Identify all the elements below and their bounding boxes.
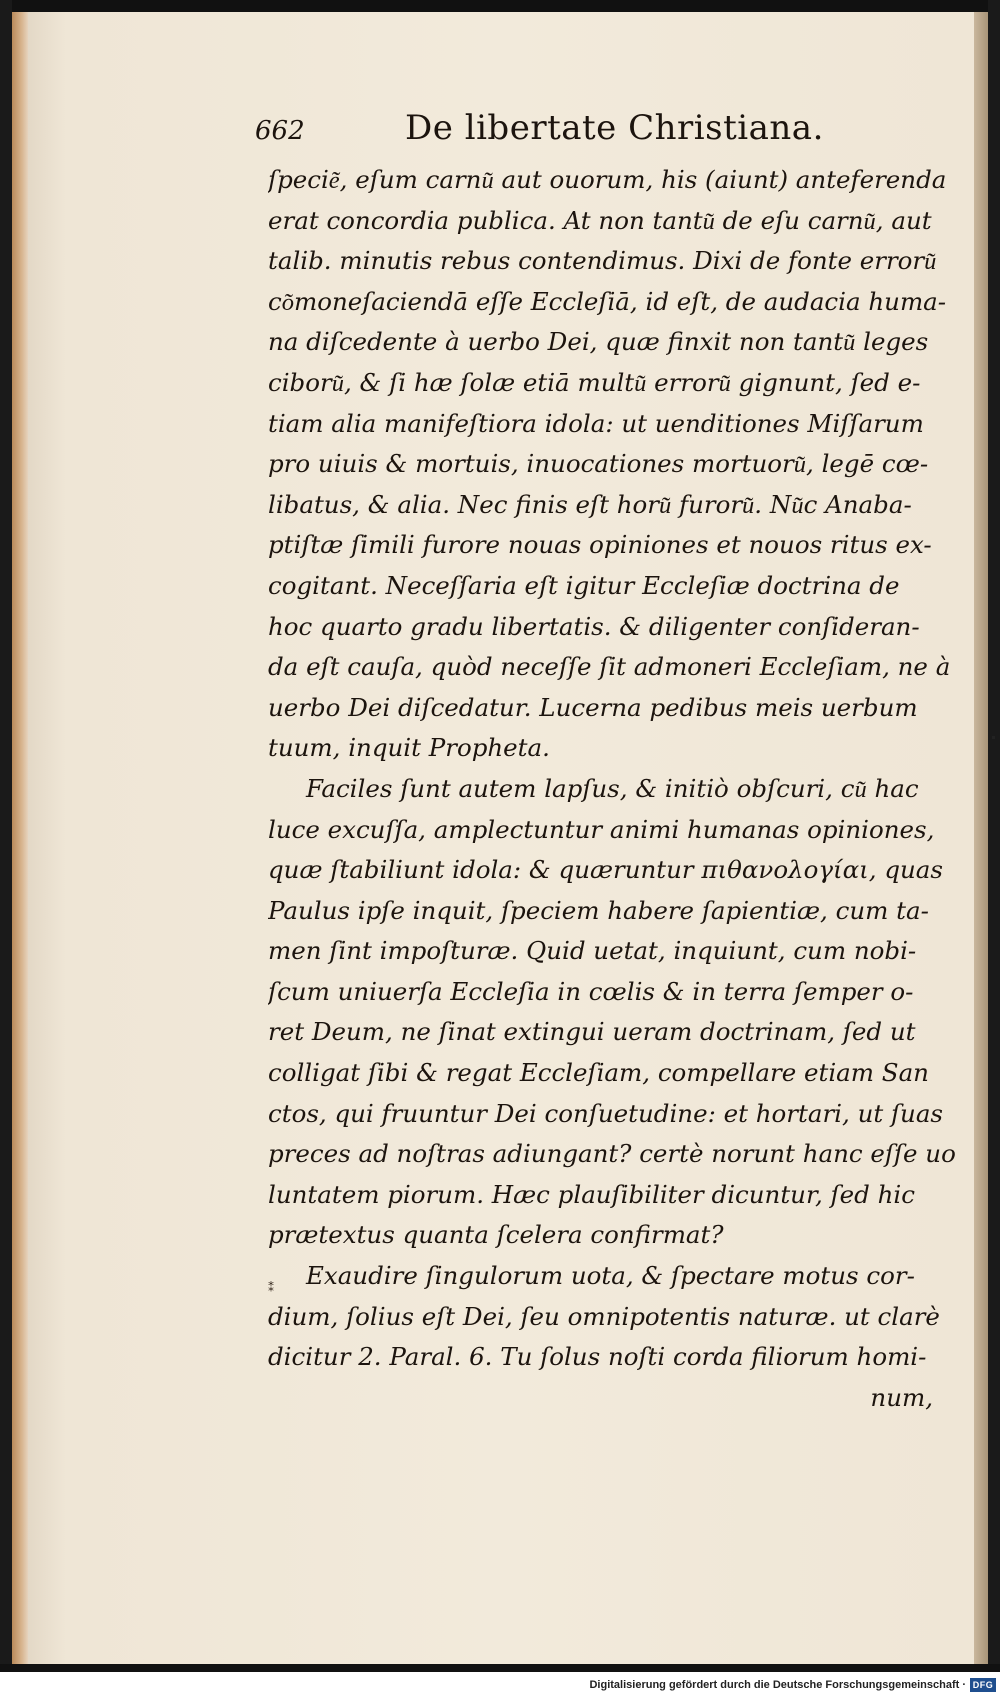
- text-line: ctos, qui fruuntur Dei conſuetudine: et hortari, ut ſuas: [268, 1098, 944, 1128]
- text-line: preces ad noſtras adiungant? certè norunt hanc eſſe uo: [268, 1139, 956, 1169]
- running-title: De libertate Christiana.: [405, 108, 824, 148]
- text-line: uerbo Dei diſcedatur. Lucerna pedibus meis uerbum: [268, 692, 918, 722]
- text-line: Paulus ipſe inquit, ſpeciem habere ſapientiæ, cum ta-: [268, 895, 929, 925]
- text-line: ſpecie͂, eſum carnu͂ aut ouorum, his (aiunt) anteferenda: [268, 165, 947, 194]
- scan-frame-left: [0, 0, 12, 1672]
- text-line: tuum, inquit Propheta.: [268, 733, 550, 763]
- text-line: ſcum uniuerſa Eccleſia in cœlis & in terra ſemper o-: [268, 976, 914, 1006]
- text-line: cogitant. Neceſſaria eſt igitur Eccleſiæ doctrina de: [268, 570, 900, 600]
- dfg-logo: DFG: [970, 1678, 996, 1692]
- text-line: dicitur 2. Paral. 6. Tu ſolus noſti corda filiorum homi-: [268, 1342, 927, 1372]
- text-line: na diſcedente à uerbo Dei, quæ finxit non tantu͂ leges: [268, 327, 929, 357]
- text-line: luce excuſſa, amplectuntur animi humanas opiniones,: [268, 814, 935, 844]
- text-line: quæ ſtabiliunt idola: & quæruntur πιθανολογίαι, quas: [268, 855, 943, 885]
- scan-frame-top: [0, 0, 1000, 12]
- text-line: erat concordia publica. At non tantu͂ de eſu carnu͂, aut: [268, 205, 932, 235]
- text-line: prætextus quanta ſcelera confirmat?: [268, 1220, 724, 1250]
- footer-bar: [0, 1674, 1000, 1699]
- margin-tick: [992, 736, 995, 739]
- page-number: 662: [255, 116, 305, 146]
- catchword: num,: [870, 1382, 933, 1412]
- text-line: men ſint impoſturæ. Quid uetat, inquiunt, cum nobi-: [268, 936, 917, 966]
- text-line: pro uiuis & mortuis, inuocationes mortuoru͂, legē cœ-: [268, 449, 929, 479]
- text-line: ptiſtæ ſimili furore nouas opiniones et nouos ritus ex-: [268, 530, 932, 560]
- scan-frame-right: [988, 0, 1000, 1672]
- scan-frame-bottom: [0, 1664, 1000, 1672]
- text-line: tiam alia manifeſtiora idola: ut uenditiones Miſſarum: [268, 408, 924, 438]
- body-text: [268, 160, 958, 1418]
- text-line: dium, ſolius eſt Dei, ſeu omnipotentis naturæ. ut clarè: [268, 1301, 940, 1331]
- text-line: ret Deum, ne ſinat extingui ueram doctrinam, ſed ut: [268, 1017, 916, 1047]
- text-line: da eſt cauſa, quòd neceſſe ſit admoneri Eccleſiam, ne à: [268, 652, 951, 682]
- digitization-credit: Digitalisierung gefördert durch die Deutsche Forschungsgemeinschaft ·: [589, 1679, 966, 1691]
- paragraph-start: Faciles ſunt autem lapſus, & initiò obſcuri, cu͂ hac: [306, 773, 919, 803]
- text-line: talib. minutis rebus contendimus. Dixi de fonte erroru͂: [268, 246, 937, 276]
- text-line: colligat ſibi & regat Eccleſiam, compellare etiam San: [268, 1058, 929, 1088]
- text-line: libatus, & alia. Nec finis eſt horu͂ furoru͂. Nu͂c Anaba-: [268, 489, 912, 519]
- margin-mark-icon: ⁑: [268, 1281, 274, 1295]
- book-spine: [12, 12, 28, 1664]
- running-header: [255, 108, 875, 154]
- text-line: luntatem piorum. Hæc plauſibiliter dicuntur, ſed hic: [268, 1179, 915, 1209]
- page-edge: [974, 12, 988, 1664]
- paragraph-start: Exaudire ſingulorum uota, & ſpectare motus cor-: [306, 1261, 915, 1291]
- text-line: ciboru͂, & ſi hæ ſolæ etiā multu͂ erroru͂ gignunt, ſed e-: [268, 367, 921, 397]
- text-line: hoc quarto gradu libertatis. & diligenter conſideran-: [268, 611, 920, 641]
- text-line: co͂moneſaciendā eſſe Eccleſiā, id eſt, de audacia huma-: [268, 286, 947, 316]
